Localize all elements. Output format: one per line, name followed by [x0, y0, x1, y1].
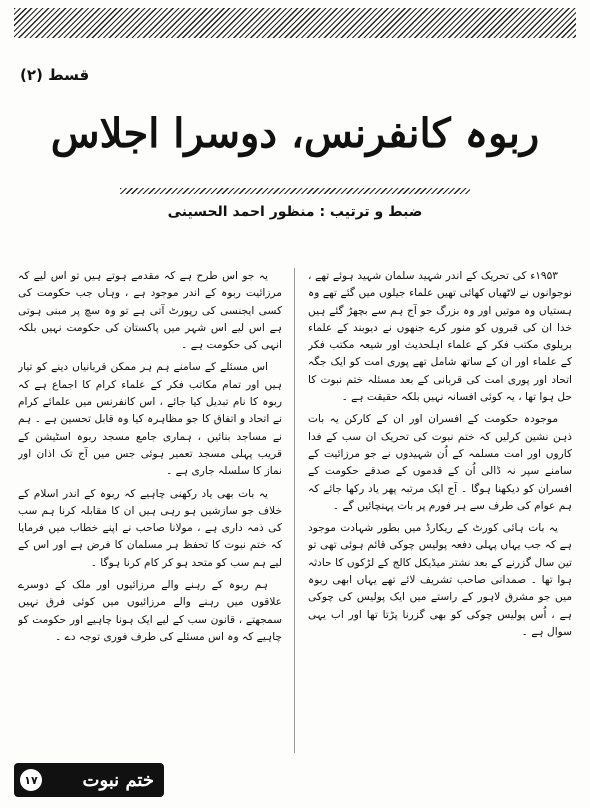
paragraph: یہ بات بھی یاد رکھنی چاہیے کہ ربوہ کے اندر اسلام کے خلاف جو سازشیں ہو رہی ہیں ان کا مقابلہ کرنا ہم سب کی ذمہ داری ہے ، مولانا صاحب نے اپنے خطاب میں فرمایا کہ ختم نبوت کا تحفظ ہر مسلمان کا فرض ہے اور اس کے لیے ہم سب کو متحد ہو کر کام کرنا ہوگا ۔ [18, 487, 282, 569]
paragraph: ۱۹۵۳ء کی تحریک کے اندر شہید سلمان شہید ہوئے تھے ، نوجوانوں نے لاٹھیاں کھائی تھیں علماء جیلوں میں گئے تھے وہ ہستیاں وہ موتیں اور وہ بزرگ جو آج ہم سے بچھڑ گئے ہیں خدا ان کی قبروں کو منور کرے جنھوں نے دیوبند کے علماء بریلوی مکتب فکر کے علماء اہلحدیث اور شیعہ مکتب فکر کے علماء اور ان کے ساتھ شامل تھے پوری امت کو ایک جگہ اتحاد اور پوری امت کی قربانی کے بعد مسئلہ ختم نبوت کا حل ہوا تھا ، یہ کوئی افسانہ نہیں بلکہ حقیقت ہے ۔ [308, 270, 572, 404]
paragraph: موجودہ حکومت کے افسران اور ان کے کارکن یہ بات ذہن نشین کرلیں کہ ختم نبوت کی تحریک ان سب کے فدا کاروں اور امت مسلمہ کے اُن شہیدوں نے جو مرزائیت کے سامنے سپر نہ ڈالی اُن کے قدموں کے صدقے حکومت کے افسران کو دیکھنا ہوگا ۔ آج ایک مرتبہ پھر یاد رکھا جائے کہ ہم عوام کی طرف سے ہر فورم پر بات پہنچائیں گے ۔ [308, 413, 572, 512]
series-tag: قسط (۲) [20, 66, 90, 84]
article-column-right [308, 268, 572, 753]
footer-badge [14, 763, 164, 797]
publication-name: ختم نبوت [82, 769, 154, 791]
byline: ضبط و ترتیب : منظور احمد الحسینی [167, 204, 423, 220]
paragraph: یہ جو اس طرح ہے کہ مقدمے ہوتے ہیں تو اس لیے کہ مرزائیت ربوہ کے اندر موجود ہے ، وہاں جب حکومت کی کسی ایجنسی کی رپورٹ آتی ہے تو وہ سچ پر مبنی ہوتی ہے اس لیے اس شہر میں پاکستان کی حکومت نہیں بلکہ انہی کی حکومت ہے ۔ [18, 270, 282, 352]
article-column-left [18, 268, 282, 753]
page-number: ۱۷ [20, 769, 42, 791]
paragraph: اس مسئلے کے سامنے ہم ہر ممکن قربانیاں دینے کو تیار ہیں اور تمام مکاتب فکر کے علماء کرام کا اجماع ہے کہ ربوہ کا نام تبدیل کیا جائے ، اس کانفرنس میں علمائے کرام نے اتحاد و اتفاق کا جو مظاہرہ کیا وہ قابل تحسین ہے ۔ ہم نے مساجد بنائیں ، ہماری جامع مسجد ربوہ اسٹیشن کے قریب پہلی مسجد تعمیر ہوئی جس میں آج تک اذان اور نماز کا سلسلہ جاری ہے ۔ [18, 361, 282, 478]
article-title: ربوہ کانفرنس، دوسرا اجلاس [50, 110, 540, 157]
paragraph: یہ بات ہائی کورٹ کے ریکارڈ میں بطور شہادت موجود ہے کہ جب یہاں پہلی دفعہ پولیس چوکی قائم ہوئی تھی تو تین سال گزرنے کے بعد نشتر میڈیکل کالج کے لڑکوں کا حادثہ ہوا تھا ۔ صمدانی صاحب تشریف لائے تھے یہاں ابھی ربوہ میں جو مشرق لاہور کے راستے میں ایک پولیس کی چوکی ہے ، اُس پولیس چوکی کو بھی گزرنا پڑتا تھا اور اب یہی سوال ہے ۔ [308, 522, 572, 638]
header-decorative-band [14, 8, 576, 38]
title-divider [120, 188, 470, 194]
column-divider [294, 268, 295, 753]
paragraph: ہم ربوہ کے رہنے والے مرزائیوں اور ملک کے دوسرے علاقوں میں رہنے والے مرزائیوں میں کوئی فرق نہیں سمجھتے ، قانون سب کے لیے ایک ہونا چاہیے اور حکومت کو چاہیے کہ وہ اس مسئلے کی طرف فوری توجہ دے ۔ [18, 579, 282, 643]
